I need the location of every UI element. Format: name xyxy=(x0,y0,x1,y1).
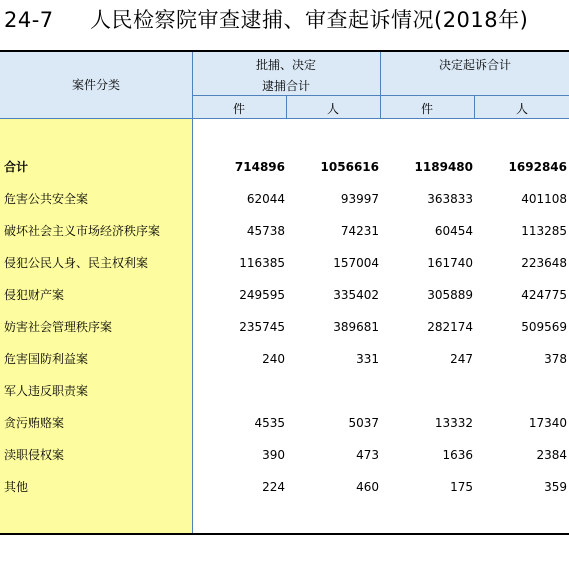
table-cell: 224 xyxy=(262,480,285,494)
table-cell: 460 xyxy=(356,480,379,494)
row-label: 侵犯财产案 xyxy=(4,288,65,302)
row-label: 军人违反职责案 xyxy=(4,384,89,398)
unit-divider-2 xyxy=(474,96,475,118)
header-arrest-label-line2: 逮捕合计 xyxy=(261,79,310,93)
header-category-label: 案件分类 xyxy=(71,78,120,92)
table-cell: 714896 xyxy=(234,160,285,174)
table-cell: 1636 xyxy=(442,448,473,462)
row-label: 妨害社会管理秩序案 xyxy=(4,320,113,334)
table-cell: 247 xyxy=(450,352,473,366)
row-label: 危害公共安全案 xyxy=(4,192,89,206)
table-cell: 424775 xyxy=(521,288,567,302)
table-cell: 17340 xyxy=(528,416,567,430)
table-cell: 240 xyxy=(262,352,285,366)
table-cell: 113285 xyxy=(521,224,567,238)
page-title xyxy=(4,3,528,37)
table-cell: 45738 xyxy=(246,224,285,238)
table-cell: 473 xyxy=(356,448,379,462)
table-cell: 390 xyxy=(262,448,285,462)
table-cell: 249595 xyxy=(239,288,285,302)
table-cell: 1189480 xyxy=(414,160,473,174)
group-divider xyxy=(380,52,381,118)
row-label: 贪污贿赂案 xyxy=(4,416,65,430)
header-unit-case-1: 件 xyxy=(232,102,245,116)
row-label: 合计 xyxy=(4,160,29,174)
table-cell: 4535 xyxy=(254,416,285,430)
header-arrest-label-line1: 批捕、决定 xyxy=(255,58,316,72)
unit-divider-1 xyxy=(286,96,287,118)
table-cell: 93997 xyxy=(340,192,379,206)
row-label: 侵犯公民人身、民主权利案 xyxy=(4,256,149,270)
table-cell xyxy=(383,381,473,401)
table-cell: 305889 xyxy=(427,288,473,302)
row-label: 渎职侵权案 xyxy=(4,448,65,462)
table-cell: 359 xyxy=(544,480,567,494)
table-cell xyxy=(477,381,567,401)
table-cell: 62044 xyxy=(246,192,285,206)
table-number: 24-7 xyxy=(4,8,54,32)
table-cell: 235745 xyxy=(239,320,285,334)
category-divider xyxy=(192,52,193,533)
table-cell: 116385 xyxy=(239,256,285,270)
table-cell: 335402 xyxy=(333,288,379,302)
table-cell: 5037 xyxy=(348,416,379,430)
table-cell: 13332 xyxy=(434,416,473,430)
header-unit-person-2: 人 xyxy=(515,102,528,116)
table-cell: 175 xyxy=(450,480,473,494)
table-cell xyxy=(195,381,285,401)
table-cell: 74231 xyxy=(340,224,379,238)
unit-row-top-line xyxy=(193,95,569,96)
table-cell: 331 xyxy=(356,352,379,366)
table-cell xyxy=(289,381,379,401)
row-label: 破坏社会主义市场经济秩序案 xyxy=(4,224,161,238)
table-cell: 161740 xyxy=(427,256,473,270)
table-cell: 157004 xyxy=(333,256,379,270)
table-cell: 282174 xyxy=(427,320,473,334)
table-cell: 60454 xyxy=(434,224,473,238)
table-cell: 2384 xyxy=(536,448,567,462)
table-cell: 223648 xyxy=(521,256,567,270)
table-cell: 1692846 xyxy=(508,160,567,174)
bottom-rule xyxy=(0,533,569,535)
table-cell: 401108 xyxy=(521,192,567,206)
table-cell: 509569 xyxy=(521,320,567,334)
table-cell: 378 xyxy=(544,352,567,366)
table-cell: 363833 xyxy=(427,192,473,206)
header-prosecution-label: 决定起诉合计 xyxy=(438,58,511,72)
header-unit-person-1: 人 xyxy=(326,102,339,116)
table-title: 人民检察院审查逮捕、审查起诉情况(2018年) xyxy=(90,8,529,32)
table-cell: 389681 xyxy=(333,320,379,334)
row-label: 其他 xyxy=(4,480,29,494)
table-cell: 1056616 xyxy=(320,160,379,174)
header-unit-case-2: 件 xyxy=(420,102,433,116)
row-label: 危害国防利益案 xyxy=(4,352,89,366)
